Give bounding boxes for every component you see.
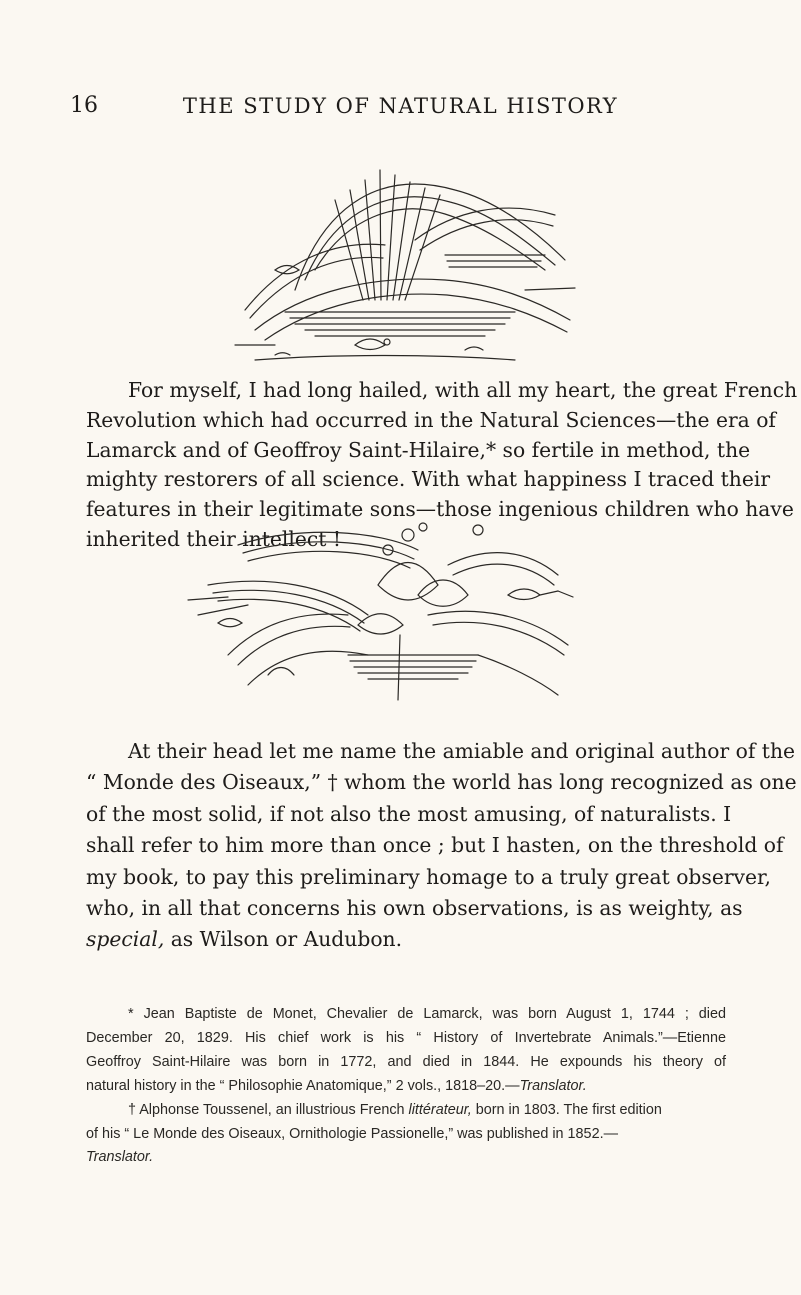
text-line: Lamarck and of Geoffroy Saint-Hilaire,* so fertile in method, the — [86, 437, 751, 462]
top-vignette-illustration — [215, 140, 587, 372]
footnote-line: * Jean Baptiste de Monet, Chevalier de Lamarck, was born August 1, 1744 ; died — [128, 1006, 726, 1022]
running-title: THE STUDY OF NATURAL HISTORY — [182, 94, 619, 118]
text-line: who, in all that concerns his own observations, is as weighty, as — [86, 896, 743, 921]
emphasis-text: littérateur, — [408, 1101, 472, 1118]
middle-vignette-illustration — [178, 505, 618, 705]
text-span: natural history in the “ Philosophie Anatomique,” 2 vols., 1818–20.— — [86, 1077, 520, 1094]
paragraph-2 — [86, 736, 797, 956]
text-line: mighty restorers of all science. With what happiness I traced their — [86, 467, 771, 492]
text-line: of the most solid, if not also the most amusing, of naturalists. I — [86, 801, 732, 826]
footnote-line: of his “ Le Monde des Oiseaux, Ornithologie Passionelle,” was published in 1852.— — [86, 1125, 618, 1142]
text-line: shall refer to him more than once ; but I hasten, on the threshold of — [86, 833, 784, 858]
text-line: my book, to pay this preliminary homage to a truly great observer, — [86, 864, 771, 889]
text-span: born in 1803. The first edition — [471, 1101, 662, 1118]
emphasis-text: Translator. — [86, 1149, 154, 1166]
footnote-line — [86, 1075, 726, 1099]
text-line: features in their legitimate sons—those ingenious children who have — [86, 497, 794, 522]
footnote-line: December 20, 1829. His chief work is his “ History of Invertebrate Animals.”—Etienne — [86, 1029, 726, 1046]
text-line: For myself, I had long hailed, with all my heart, the great French — [128, 378, 798, 402]
text-line: “ Monde des Oiseaux,” † whom the world has long recognized as one — [86, 770, 797, 795]
text-line: Revolution which had occurred in the Natural Sciences—the era of — [86, 407, 776, 432]
text-span: † Alphonse Toussenel, an illustrious French — [128, 1101, 409, 1118]
footnotes — [86, 1003, 726, 1170]
emphasis-text: Translator. — [519, 1077, 587, 1094]
text-span: as Wilson or Audubon. — [164, 927, 403, 952]
text-line: inherited their intellect ! — [86, 526, 342, 551]
text-line: At their head let me name the amiable and original author of the — [128, 739, 796, 763]
footnote-line: Geoffroy Saint-Hilaire was born in 1772, and died in 1844. He expounds his theory of — [86, 1053, 726, 1070]
page-number: 16 — [70, 93, 98, 118]
footnote-line — [86, 1099, 726, 1123]
footnote-line — [86, 1146, 726, 1170]
text-line — [86, 924, 726, 955]
emphasis-text: special, — [86, 927, 165, 952]
